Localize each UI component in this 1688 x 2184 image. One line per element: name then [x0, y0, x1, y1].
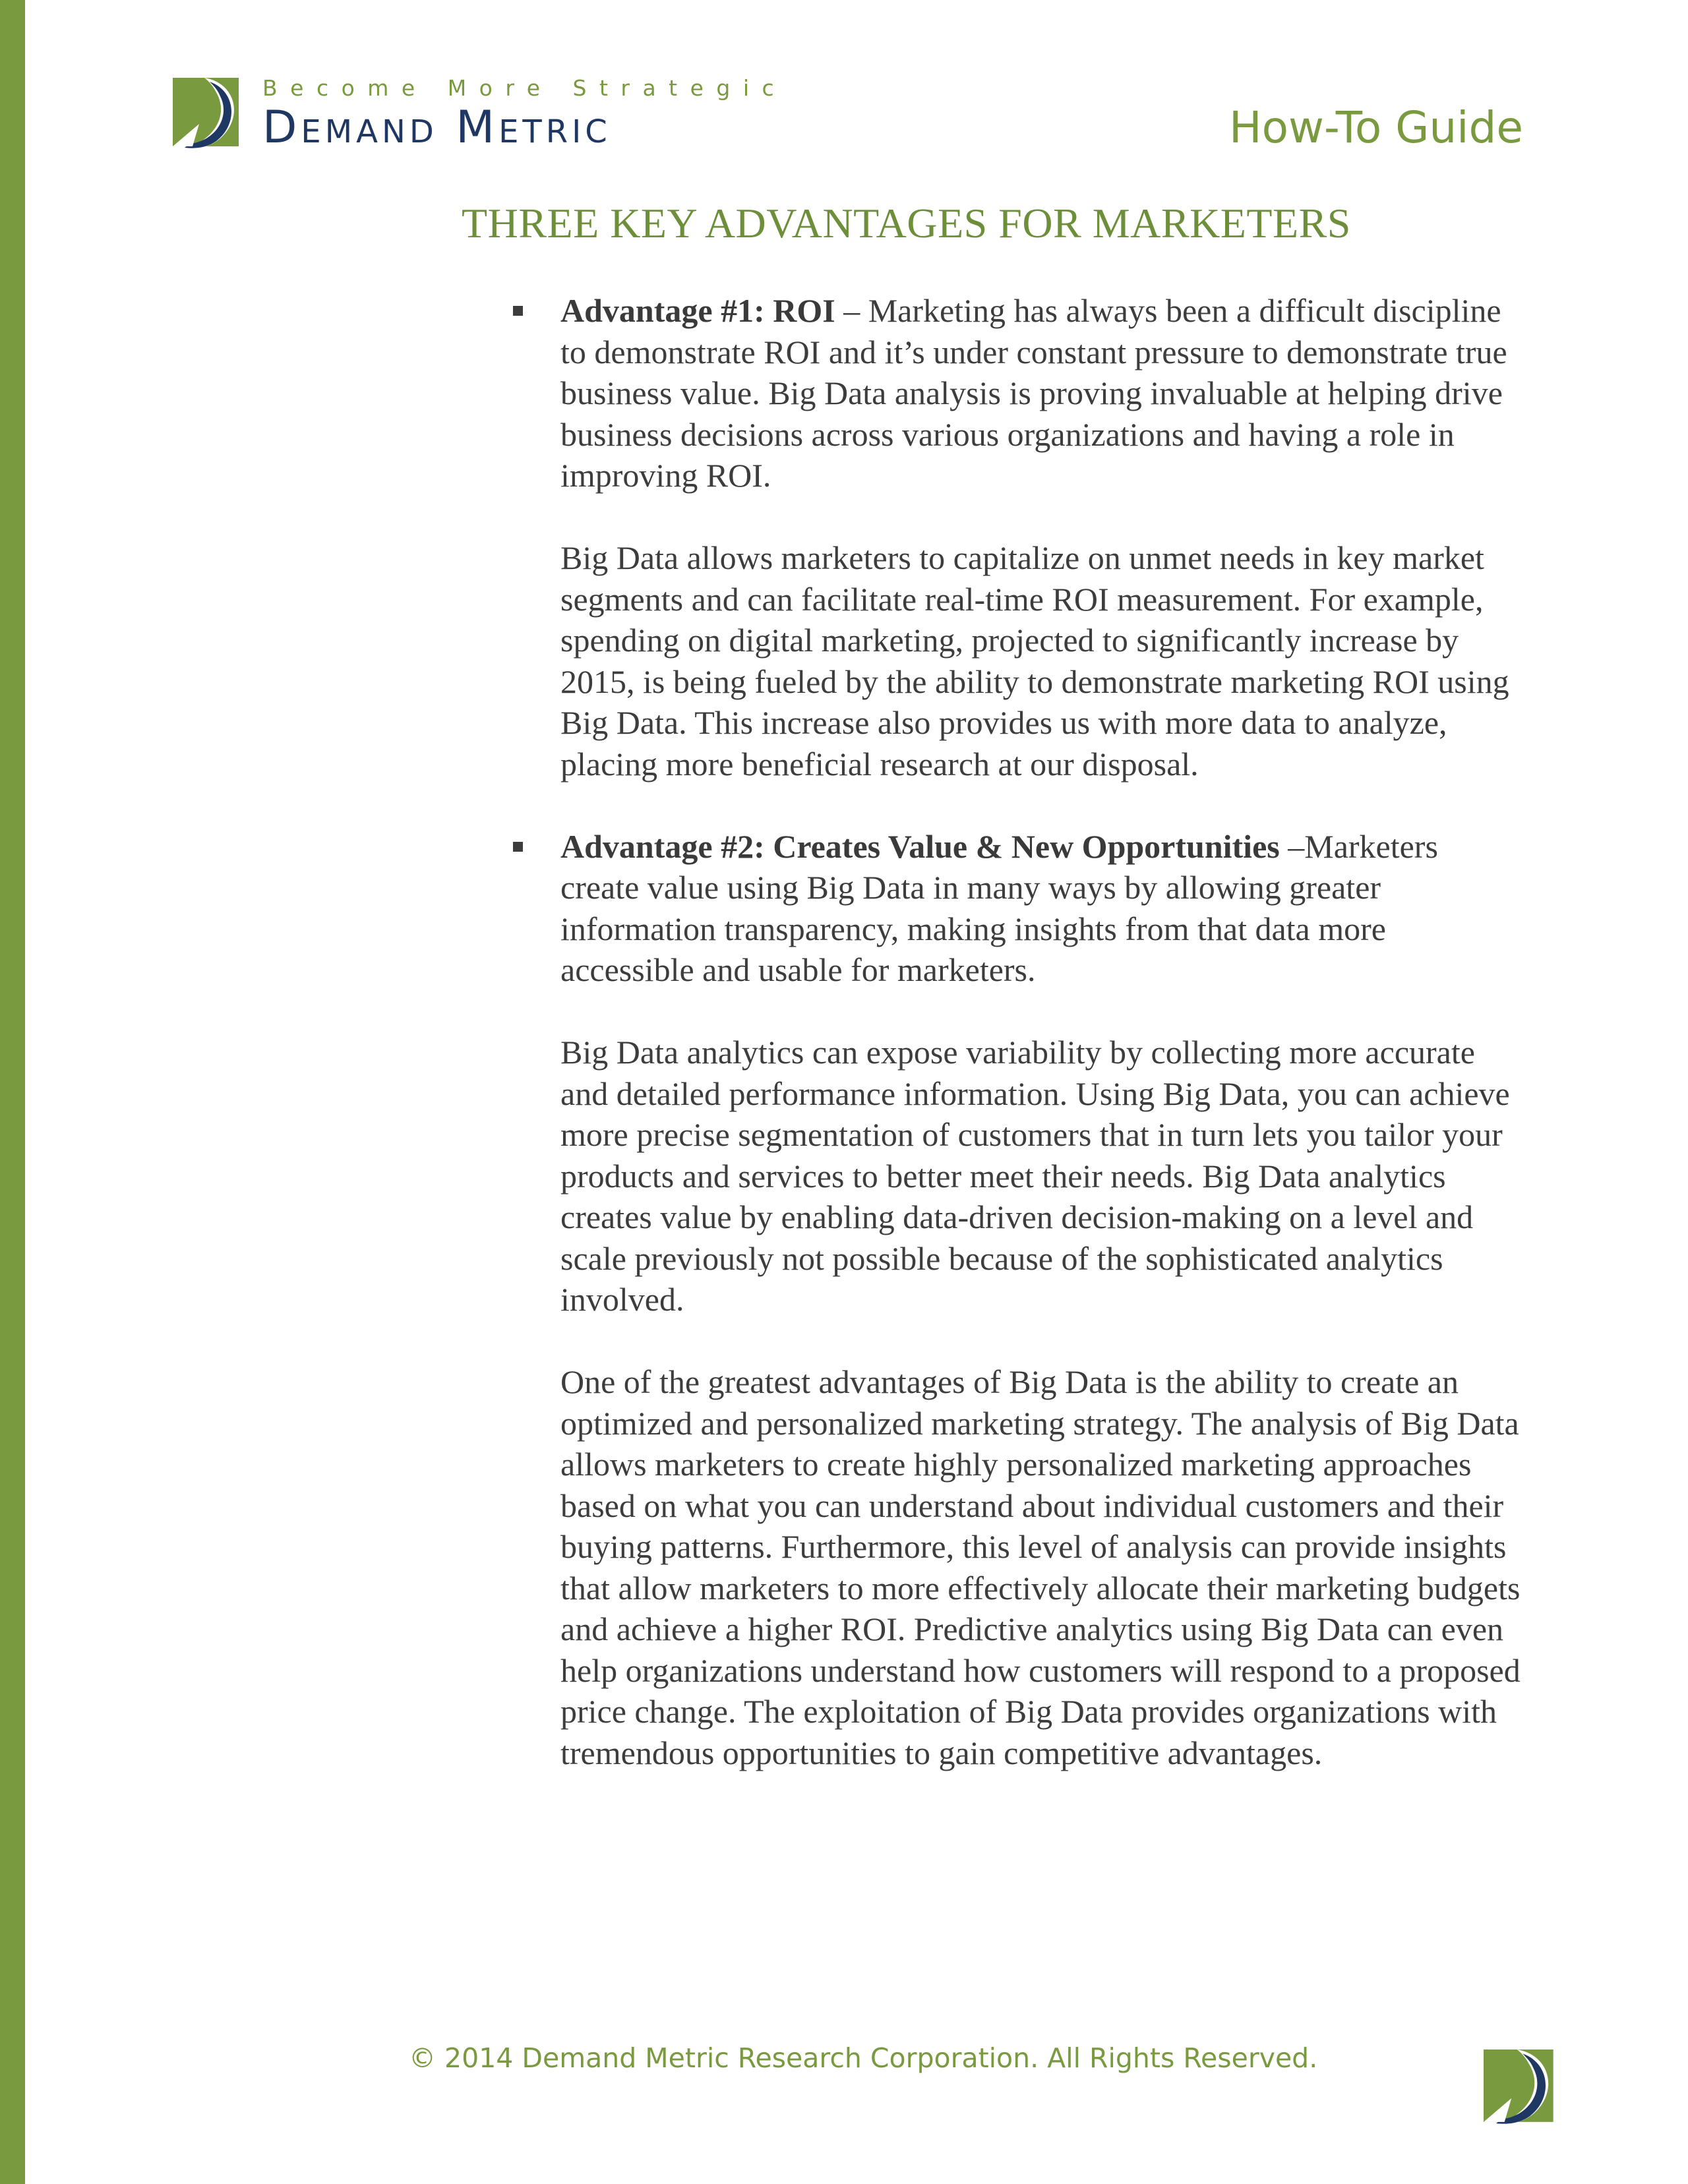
bullet-icon	[513, 306, 523, 316]
demand-metric-logo-icon	[1484, 2049, 1557, 2125]
advantage-heading: Advantage #2: Creates Value & New Opportunities	[560, 827, 1280, 865]
advantage-paragraph: Big Data analytics can expose variability by collecting more accurate and detailed performance information. Using Big Data, you can achieve more precise segmentation of customers that in turn lets you tailor your products and services to better meet their needs. Big Data analytics creates value by enabling data-driven decision-making on a level and scale previously not possible because of the sophisticated analytics involved.	[560, 1034, 1510, 1318]
advantage-text: Marketing has always been a difficult discipline to demonstrate ROI and it’s under constant pressure to demonstrate true business value. Big Data analysis is proving invaluable at helping drive business decisions across various organizations and having a role in improving ROI.	[560, 292, 1507, 494]
advantage-text: Marketers create value using Big Data in many ways by allowing greater information transparency, making insights from that data more accessible and usable for marketers.	[560, 827, 1438, 988]
left-accent-bar	[0, 0, 25, 2184]
advantage-item	[560, 290, 1523, 784]
separator: –	[1279, 827, 1305, 865]
brand-tagline: Become More Strategic	[262, 75, 787, 101]
advantage-lead-paragraph	[560, 290, 1523, 496]
advantage-paragraph: One of the greatest advantages of Big Data is the ability to create an optimized and personalized marketing strategy. The analysis of Big Data allows marketers to create highly personalized marketing approaches based on what you can understand about individual customers and their buying patterns. Furthermore, this level of analysis can provide insights that allow marketers to more effectively allocate their marketing budgets and achieve a higher ROI. Predictive analytics using Big Data can even help organizations understand how customers will respond to a proposed price change. The exploitation of Big Data provides organizations with tremendous opportunities to gain competitive advantages.	[560, 1363, 1521, 1771]
advantage-item	[560, 826, 1523, 1774]
advantage-paragraph: Big Data allows marketers to capitalize on unmet needs in key market segments and can facilitate real-time ROI measurement. For example, spending on digital marketing, projected to significantly increase by 2015, is being fueled by the ability to demonstrate marketing ROI using Big Data. This increase also provides us with more data to analyze, placing more beneficial research at our disposal.	[560, 539, 1509, 782]
guide-type-label: How-To Guide	[1228, 102, 1523, 153]
footer-copyright: © 2014 Demand Metric Research Corporation. All Rights Reserved.	[409, 2042, 1318, 2074]
brand-name: Demand Metric	[262, 102, 611, 154]
advantage-lead-paragraph	[560, 826, 1523, 991]
document-body	[560, 290, 1523, 1773]
page-title: THREE KEY ADVANTAGES FOR MARKETERS	[462, 200, 1351, 247]
demand-metric-logo-icon	[173, 78, 243, 149]
separator: –	[835, 292, 868, 329]
advantage-heading: Advantage #1: ROI	[560, 292, 835, 329]
bullet-icon	[513, 842, 523, 852]
